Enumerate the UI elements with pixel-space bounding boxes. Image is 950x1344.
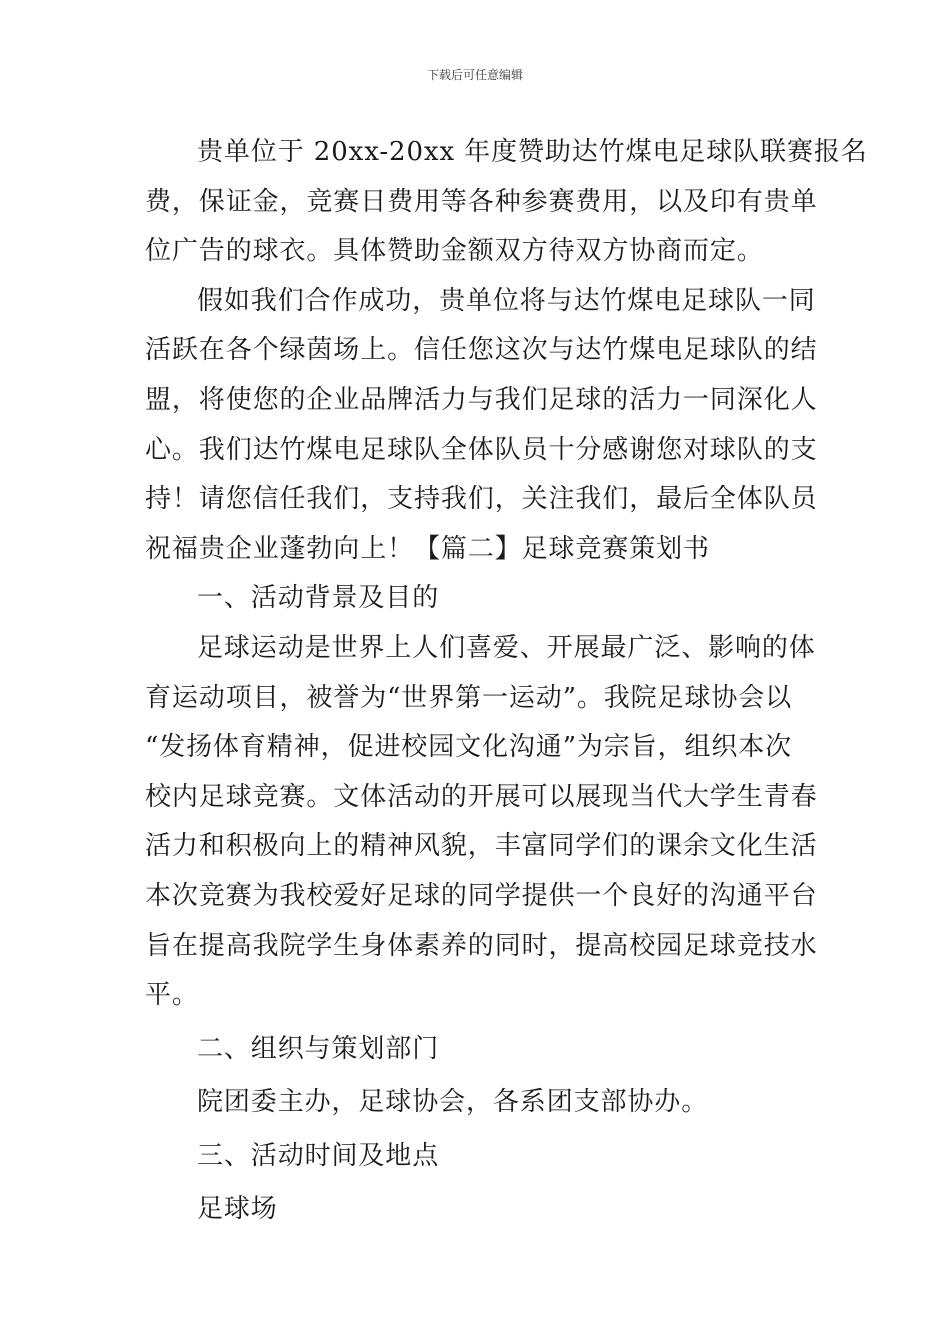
paragraph-line: 位广告的球衣。具体赞助金额双方待双方协商而定。 <box>145 236 764 267</box>
paragraph-line: “发扬体育精神，促进校园文化沟通”为宗旨，组织本次 <box>145 732 793 763</box>
section-heading: 一、活动背景及目的 <box>197 583 440 614</box>
section-heading: 二、组织与策划部门 <box>197 1033 440 1064</box>
paragraph-line: 持！请您信任我们，支持我们，关注我们，最后全体队员 <box>145 484 818 515</box>
paragraph-line: 本次竞赛为我校爱好足球的同学提供一个良好的沟通平台 <box>145 880 818 911</box>
paragraph-line: 贵单位于 20xx-20xx 年度赞助达竹煤电足球队联赛报名 <box>197 137 868 167</box>
document-body <box>145 128 868 1235</box>
section-heading: 三、活动时间及地点 <box>197 1140 440 1171</box>
paragraph-line: 盟，将使您的企业品牌活力与我们足球的活力一同深化人 <box>145 384 818 415</box>
paragraph-line: 心。我们达竹煤电足球队全体队员十分感谢您对球队的支 <box>145 434 818 465</box>
paragraph-line: 活跃在各个绿茵场上。信任您这次与达竹煤电足球队的结 <box>145 335 818 366</box>
paragraph-line: 院团委主办，足球协会，各系团支部协办。 <box>197 1087 709 1118</box>
paragraph-line: 假如我们合作成功，贵单位将与达竹煤电足球队一同 <box>197 285 816 316</box>
paragraph-line: 活力和积极向上的精神风貌，丰富同学们的课余文化生活 <box>145 831 818 862</box>
paragraph-line: 平。 <box>145 980 199 1011</box>
paragraph-line: 费，保证金，竞赛日费用等各种参赛费用，以及印有贵单 <box>145 186 818 217</box>
paragraph-line: 旨在提高我院学生身体素养的同时，提高校园足球竞技水 <box>145 930 818 961</box>
page-header-note: 下载后可任意编辑 <box>426 68 523 82</box>
paragraph-line: 足球场 <box>197 1194 278 1225</box>
paragraph-line: 育运动项目，被誉为“世界第一运动”。我院足球协会以 <box>145 682 793 713</box>
paragraph-line: 校内足球竞赛。文体活动的开展可以展现当代大学生青春 <box>145 781 818 812</box>
paragraph-line: 足球运动是世界上人们喜爱、开展最广泛、影响的体 <box>197 632 816 663</box>
paragraph-line: 祝福贵企业蓬勃向上！【篇二】足球竞赛策划书 <box>145 533 710 564</box>
